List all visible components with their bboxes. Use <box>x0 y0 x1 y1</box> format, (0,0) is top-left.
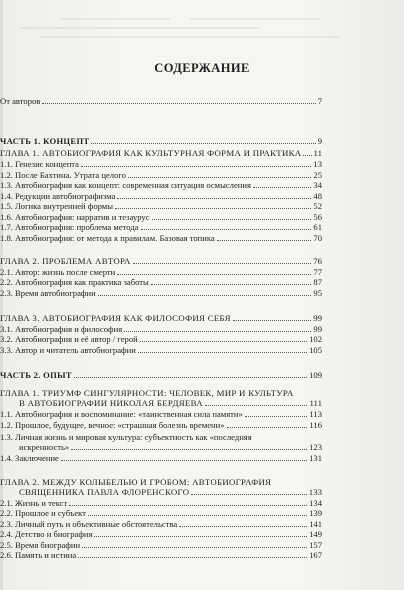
toc-page-number: 9 <box>317 136 322 146</box>
toc-entry-label: 3.1. Автобиография и философия <box>0 324 123 334</box>
toc-entry-label: 1.3. Автобиография как концепт: современная ситуация осмысления <box>0 180 251 190</box>
dot-leader <box>227 427 308 428</box>
toc-entry-label: От авторов <box>0 96 41 106</box>
toc-page-number: 134 <box>309 498 322 508</box>
dot-leader <box>71 449 307 450</box>
toc-entry-label: 1.1. Автобиография и воспоминание: «таинственная сила памяти» <box>0 409 243 419</box>
dot-leader <box>81 166 311 167</box>
toc-page-number: 52 <box>313 201 322 211</box>
toc-page-number: 131 <box>309 453 322 463</box>
toc-page-number: 76 <box>313 256 322 266</box>
toc-page-number: 56 <box>313 212 322 222</box>
toc-page-number: 139 <box>309 508 322 518</box>
toc-page-number: 167 <box>309 550 322 560</box>
toc-entry-label: искренность» <box>19 442 70 452</box>
dot-leader <box>115 208 311 209</box>
toc-entry-label: 1.2. Прошлое, будущее, вечное: «страшная болезнь времени» <box>0 420 225 430</box>
toc-page-number: 116 <box>309 420 322 430</box>
toc-entry-label: 2.3. Время автобиографии <box>0 288 96 298</box>
toc-page-number: 157 <box>309 540 322 550</box>
toc-entry-label: ГЛАВА 2. ПРОБЛЕМА АВТОРА <box>0 256 131 266</box>
dot-leader <box>42 103 315 104</box>
dot-leader <box>205 405 308 406</box>
toc-page-number: 99 <box>313 324 322 334</box>
toc-page-number: 133 <box>308 487 322 497</box>
toc-entry-label: 3.3. Автор и читатель автобиографии <box>0 345 136 355</box>
dot-leader <box>94 536 307 537</box>
toc-entry-label: 3.2. Автобиография и её автор / герой <box>0 334 138 344</box>
dot-leader <box>245 416 308 417</box>
toc-entry-label: 1.4. Заключение <box>0 453 59 463</box>
dot-leader <box>151 284 312 285</box>
dot-leader <box>69 505 307 506</box>
toc-page-number: 25 <box>313 170 322 180</box>
dot-leader <box>78 557 307 558</box>
dot-leader <box>88 515 307 516</box>
toc-page-number: 11 <box>313 148 322 158</box>
dot-leader <box>128 177 311 178</box>
toc-entry-label: ГЛАВА 2. МЕЖДУ КОЛЫБЕЛЬЮ И ГРОБОМ: АВТОБИОГРАФИЯ <box>0 477 272 487</box>
toc-page-number: 123 <box>309 442 322 452</box>
dot-leader <box>152 219 312 220</box>
dot-leader <box>138 352 307 353</box>
dot-leader <box>98 295 312 296</box>
dot-leader <box>233 320 311 321</box>
toc-entry-label: 2.5. Время биографии <box>0 540 81 550</box>
toc-entry-label: 2.2. Автобиография как практика заботы <box>0 277 149 287</box>
toc-entry-label: 2.1. Жизнь и текст <box>0 498 68 508</box>
dot-leader <box>303 155 311 156</box>
toc-entry-label: ГЛАВА 1. АВТОБИОГРАФИЯ КАК КУЛЬТУРНАЯ ФОРМА И ПРАКТИКА <box>0 148 302 158</box>
toc-page-number: 99 <box>313 313 322 323</box>
toc-entry-label: ЧАСТЬ 2. ОПЫТ <box>0 370 72 380</box>
toc-page-number: 149 <box>309 529 322 539</box>
toc-entry-label: 1.1. Генезис концепта <box>0 159 79 169</box>
toc-page-number: 7 <box>317 96 322 106</box>
dot-leader <box>124 331 311 332</box>
toc-entry-label: 1.2. После Бахтина. Утрата целого <box>0 170 126 180</box>
toc-page-number: 102 <box>309 334 322 344</box>
toc-entry-label: ГЛАВА 3. АВТОБИОГРАФИЯ КАК ФИЛОСОФИЯ СЕБЯ <box>0 313 231 323</box>
dot-leader <box>140 341 307 342</box>
dot-leader <box>74 377 307 378</box>
toc-entry-label: 2.4. Детство и биография <box>0 529 93 539</box>
toc-page-number: 141 <box>309 519 322 529</box>
dot-leader <box>61 460 307 461</box>
toc-page-number: 113 <box>309 409 322 419</box>
toc-entry-label: СВЯЩЕННИКА ПАВЛА ФЛОРЕНСКОГО <box>19 487 190 497</box>
toc-page-number: 70 <box>313 233 322 243</box>
dot-leader <box>82 547 307 548</box>
toc-entry-label: 2.1. Автор: жизнь после смерти <box>0 267 116 277</box>
dot-leader <box>253 187 311 188</box>
dot-leader <box>117 198 311 199</box>
toc-entry-label: 1.3. Личная жизнь и мировая культура: субъектность как «последняя <box>0 432 252 442</box>
dot-leader <box>133 263 312 264</box>
toc-page-number: 111 <box>309 398 322 408</box>
dot-leader <box>141 229 312 230</box>
toc-page-number: 13 <box>313 159 322 169</box>
toc-page-number: 48 <box>313 191 322 201</box>
toc-entry-label: 1.7. Автобиография: проблема метода <box>0 222 139 232</box>
toc-page-number: 34 <box>313 180 322 190</box>
toc-entry-label: 2.6. Память и истина <box>0 550 77 560</box>
toc-page-number: 109 <box>309 370 322 380</box>
dot-leader <box>179 526 307 527</box>
dot-leader <box>217 240 312 241</box>
toc-entry-label: ГЛАВА 1. ТРИУМФ СИНГУЛЯРНОСТИ: ЧЕЛОВЕК, МИР И КУЛЬТУРА <box>0 388 294 398</box>
toc-page-number: 105 <box>309 345 322 355</box>
toc-page-number: 77 <box>313 267 322 277</box>
toc-page-number: 95 <box>313 288 322 298</box>
dot-leader <box>117 274 311 275</box>
toc-entry-label: 1.6. Автобиография: нарратив и тезаурус <box>0 212 150 222</box>
toc-entry-label: ЧАСТЬ 1. КОНЦЕПТ <box>0 136 90 146</box>
toc-page-number: 87 <box>313 277 322 287</box>
page-title: СОДЕРЖАНИЕ <box>154 61 250 75</box>
toc-entry-label: 2.2. Прошлое и субъект <box>0 508 86 518</box>
toc-entry-label: 1.4. Редукции автобиографизма <box>0 191 116 201</box>
toc-page-number: 61 <box>313 222 322 232</box>
toc-entry-label: 1.5. Логика внутренней формы <box>0 201 114 211</box>
toc-entry-label: 2.3. Личный путь и объективные обстоятельства <box>0 519 178 529</box>
dot-leader <box>91 143 315 144</box>
toc-entry-label: В АВТОБИОГРАФИИ НИКОЛАЯ БЕРДЯЕВА <box>19 398 203 408</box>
dot-leader <box>191 494 306 495</box>
toc-entry-label: 1.8. Автобиография: от метода к правилам. Базовая топика <box>0 233 215 243</box>
